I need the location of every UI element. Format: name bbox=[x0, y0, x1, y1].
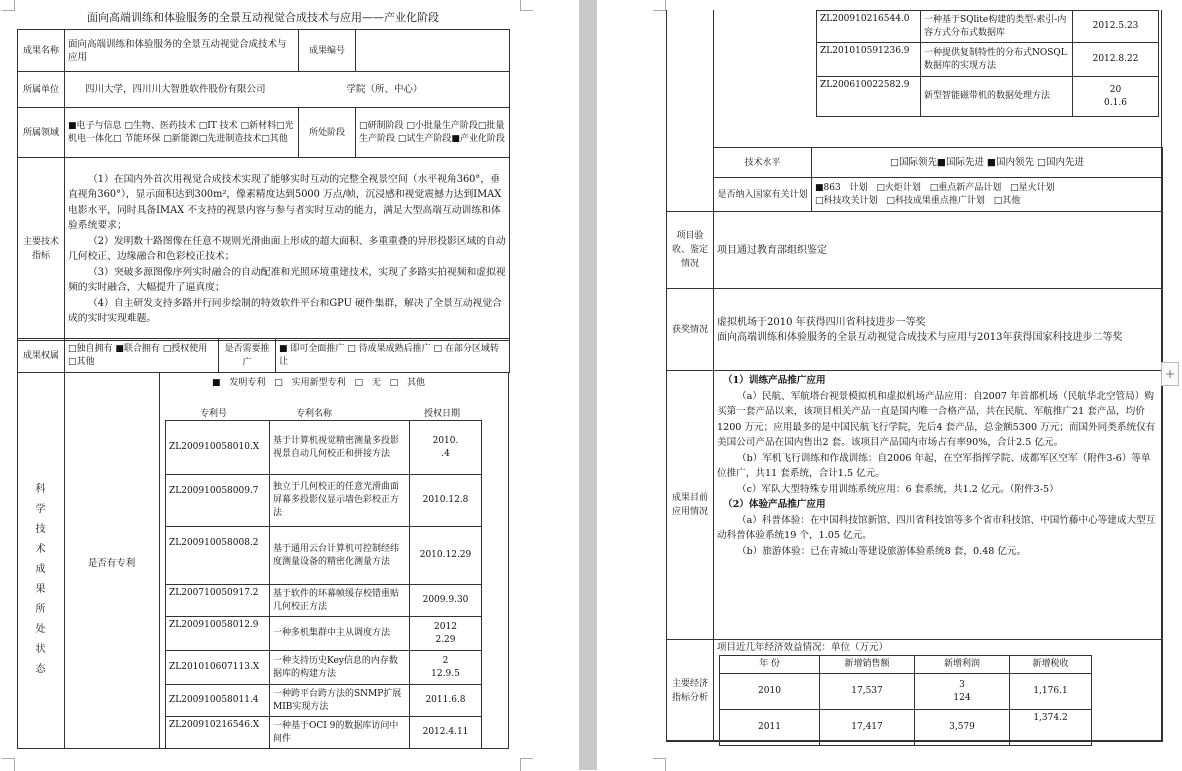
econ-header: 年 份 bbox=[720, 656, 820, 674]
patent-no: ZL200910058012.9 bbox=[166, 617, 270, 651]
patent-no: ZL200910058009.7 bbox=[166, 475, 270, 527]
patent-date: 2009.9.30 bbox=[410, 585, 482, 617]
app-paragraph: （c）军队大型特殊专用训练系统应用：6 套系统，共1.2 亿元。（附件3-5） bbox=[737, 483, 1059, 495]
app-heading: （2）体验产品推广应用 bbox=[723, 499, 826, 510]
crop-mark bbox=[520, 758, 533, 771]
name-label: 成果名称 bbox=[18, 30, 65, 72]
stage-label: 所处阶段 bbox=[299, 108, 356, 158]
patent-date: 2010. .4 bbox=[410, 421, 482, 475]
patent-name: 一种基于SQlite构建的类型-索引-内容方式分布式数据库 bbox=[921, 11, 1073, 43]
patent-header-date: 授权日期 bbox=[424, 409, 461, 419]
indicator-item: （4）自主研发支持多路并行同步绘制的特效软件平台和GPU 硬件集群，解决了全景互动视觉合成的实时实现难题。 bbox=[68, 297, 502, 324]
tech-level-value: □国际领先■国际先进 ■国内领先 □国内先进 bbox=[812, 148, 1163, 178]
patent-no: ZL200610022582.9 bbox=[817, 77, 921, 117]
id-label: 成果编号 bbox=[299, 30, 356, 72]
app-paragraph: （b）军机飞行训练和作战训练：自2006 年起，在空军指挥学院、成都军区空军（附件3-6）等单位推广，共11 套系统，合计1.5 亿元。 bbox=[717, 452, 1151, 479]
table-row bbox=[166, 651, 482, 685]
table-row bbox=[817, 11, 1159, 43]
patent-name: 基于软件的环幕帧缓存校错重贴几何校正方法 bbox=[270, 585, 410, 617]
econ-sales: 17,537 bbox=[820, 674, 915, 710]
indicator-item: （3）突破多源图像序列实时融合的自动配准和光照环境重建技术，实现了多路实拍视频和虚拟视频的实时融合，大幅提升了逼真度； bbox=[68, 266, 506, 293]
patent-name: 独立于几何校正的任意光滑曲面屏幕多投影仪显示墙色彩校正方法 bbox=[270, 475, 410, 527]
field-value: ■电子与信息 □生物、医药技术 □IT 技术 □新材料□光机电一体化□ 节能环保 □新能源□先进制造技术□其他 bbox=[65, 108, 299, 158]
award-value bbox=[714, 289, 1163, 371]
crop-mark bbox=[2, 0, 15, 11]
award-label: 获奖情况 bbox=[667, 289, 714, 371]
page-gap bbox=[579, 0, 597, 770]
econ-tax: 1,374.2 bbox=[1010, 710, 1092, 746]
patent-name: 基于通用云台计算机可控制经纬度测量设备的精密化测量方法 bbox=[270, 527, 410, 585]
patent-types: ■ 发明专利 □ 实用新型专利 □ 无 □ 其他 bbox=[212, 378, 426, 388]
econ-sales: 17,417 bbox=[820, 710, 915, 746]
econ-table bbox=[719, 655, 1092, 746]
econ-header: 新增利润 bbox=[915, 656, 1010, 674]
indicators-body bbox=[65, 158, 510, 341]
app-heading: （1）训练产品推广应用 bbox=[723, 375, 826, 386]
table-row bbox=[166, 717, 482, 749]
econ-header: 新增税收 bbox=[1010, 656, 1092, 674]
patent-date: 2012.5.23 bbox=[1073, 11, 1159, 43]
patent-date: 2011.6.8 bbox=[410, 685, 482, 717]
table-row bbox=[166, 617, 482, 651]
crop-mark bbox=[2, 758, 15, 771]
table-row bbox=[817, 77, 1159, 117]
table-row bbox=[166, 475, 482, 527]
table-row bbox=[166, 585, 482, 617]
left-rights-table bbox=[17, 338, 510, 373]
econ-header: 新增销售额 bbox=[820, 656, 915, 674]
id-value bbox=[356, 30, 510, 72]
status-label: 科 学 技 术 成 果 所 处 状 态 bbox=[35, 484, 46, 675]
patent-name: 一种支持历史Key信息的内存数据库的构建方法 bbox=[270, 651, 410, 685]
patent-date: 20 0.1.6 bbox=[1073, 77, 1159, 117]
unit-value: 四川大学，四川川大智胜软件股份有限公司 bbox=[85, 84, 266, 95]
patent-date: 2012 2.29 bbox=[410, 617, 482, 651]
patent-no: ZL200910058010.X bbox=[166, 421, 270, 475]
tech-level-label: 技术水平 bbox=[714, 148, 812, 178]
accept-label: 项目验收、鉴定情况 bbox=[667, 212, 714, 289]
accept-value: 项目通过教育部组织鉴定 bbox=[714, 212, 1163, 289]
patent-name: 一种基于OCI 9的数据库访问中间件 bbox=[270, 717, 410, 749]
indicator-item: （2）发明数十路图像在任意不规则光滑曲面上形成的超大面积、多重重叠的异形投影区域的自动几何校正、边缘融合和色彩校正技术； bbox=[68, 235, 506, 262]
patent-header-no: 专利号 bbox=[200, 409, 228, 419]
table-row bbox=[166, 421, 482, 475]
patent-date: 2012.4.11 bbox=[410, 717, 482, 749]
app-body bbox=[714, 371, 1163, 640]
plan-label: 是否纳入国家有关计划 bbox=[714, 178, 812, 212]
patent-no: ZL200910058008.2 bbox=[166, 527, 270, 585]
name-value: 面向高端训练和体验服务的全景互动视觉合成技术与应用 bbox=[65, 30, 299, 72]
econ-label: 主要经济指标分析 bbox=[667, 640, 714, 742]
crop-mark bbox=[653, 758, 666, 771]
unit-cell bbox=[65, 72, 510, 108]
stage-value: □研制阶段 □小批量生产阶段□批量生产阶段 □试生产阶段■产业化阶段 bbox=[356, 108, 510, 158]
patent-no: ZL201010591236.9 bbox=[817, 43, 921, 77]
award-line: 面向高端训练和体验服务的全景互动视觉合成技术与应用与2013年获得国家科技进步二等奖 bbox=[717, 331, 1123, 343]
patent-no: ZL200910216546.X bbox=[166, 717, 270, 749]
app-label: 成果目前应用情况 bbox=[667, 371, 714, 640]
app-paragraph: （b）旅游体验：已在青城山等建设旅游体验系统8 套，0.48 亿元。 bbox=[737, 545, 1027, 557]
award-line: 虚拟机场于2010 年获得四川省科技进步一等奖 bbox=[717, 316, 926, 328]
promo-value: ■ 即可全面推广 □ 待成果成熟后推广 □ 在部分区域转让 bbox=[276, 339, 510, 373]
patent-no: ZL200710050917.2 bbox=[166, 585, 270, 617]
patent-name: 基于计算机视觉精密测量多投影视景自动几何校正和拼接方法 bbox=[270, 421, 410, 475]
status-divider bbox=[159, 372, 160, 749]
unit-label: 所属单位 bbox=[18, 72, 65, 108]
patent-header-name: 专利名称 bbox=[296, 409, 333, 419]
indicators-label: 主要技术指标 bbox=[18, 158, 65, 341]
promo-label: 是否需要推广 bbox=[219, 339, 276, 373]
app-paragraph: （a）民航、军航塔台视景模拟机和虚拟机场产品应用：自2007 年首都机场（民航华北空管局）购买第一套产品以来，该项目相关产品一直是国内唯一合格产品，共在民航、军航推广21 套产品，均价1200 万元；应用最多的是中国民航飞行学院，先后4 套产品，总金额5300 万元；而国外同类系统仅有美国公司产品在国内售出2 套。该项目产品国内市场占有率90%，合计2.5 亿元。 bbox=[717, 390, 1156, 448]
econ-year: 2011 bbox=[720, 710, 820, 746]
econ-year: 2010 bbox=[720, 674, 820, 710]
econ-profit: 3,579 bbox=[915, 710, 1010, 746]
crop-mark bbox=[520, 0, 533, 11]
econ-tax: 1,176.1 bbox=[1010, 674, 1092, 710]
patent-date: 2 12.9.5 bbox=[410, 651, 482, 685]
patent-no: ZL201010607113.X bbox=[166, 651, 270, 685]
patent-no: ZL200910058011.4 bbox=[166, 685, 270, 717]
patent-question: 是否有专利 bbox=[87, 558, 136, 569]
crop-mark bbox=[653, 0, 666, 11]
patent-date: 2010.12.8 bbox=[410, 475, 482, 527]
patent-name: 新型智能磁带机的数据处理方法 bbox=[921, 77, 1073, 117]
patent-table bbox=[165, 420, 482, 749]
add-icon[interactable]: + bbox=[1161, 362, 1179, 386]
page-title: 面向高端训练和体验服务的全景互动视觉合成技术与应用——产业化阶段 bbox=[87, 11, 439, 24]
patent-table-cont bbox=[816, 10, 1159, 117]
econ-caption: 项目近几年经济效益情况：单位（万元） bbox=[717, 642, 889, 653]
econ-profit: 3 124 bbox=[915, 674, 1010, 710]
plan-value bbox=[812, 178, 1163, 212]
plan-line: □科技攻关计划 □科技成果重点推广计划 □其他 bbox=[815, 195, 1021, 206]
patent-no: ZL200910216544.0 bbox=[817, 11, 921, 43]
patent-date: 2012.8.22 bbox=[1073, 43, 1159, 77]
indicator-item: （1）在国内外首次用视觉合成技术实现了能够实时互动的完整全视景空间（水平视角360°，垂直视角360°），显示面积达到300m²，像素精度达到5000 万点/帧，沉浸感和视觉震撼力达到IMAX 电影水平，同时具备IMAX 不支持的视景内容与参与者实时互动的能力，满足大型高端互动训练和体验系统要求； bbox=[68, 173, 502, 231]
rights-value: □独自拥有 ■联合拥有 □授权使用 □其他 bbox=[65, 339, 219, 373]
rights-label: 成果权属 bbox=[18, 339, 65, 373]
patent-name: 一种提供复制特性的分布式NOSQL数据库的实现方法 bbox=[921, 43, 1073, 77]
patent-name: 一种多机集群中主从调度方法 bbox=[270, 617, 410, 651]
table-row bbox=[720, 674, 1092, 710]
institute-label: 学院（所、中心） bbox=[346, 84, 423, 95]
field-label: 所属领域 bbox=[18, 108, 65, 158]
table-row bbox=[817, 43, 1159, 77]
table-row bbox=[166, 685, 482, 717]
table-header-row bbox=[720, 656, 1092, 674]
app-paragraph: （a）科普体验：在中国科技馆新馆、四川省科技馆等多个省市科技馆、中国竹藤中心等建成大型互动科普体验系统19 个，1.05 亿元。 bbox=[717, 514, 1156, 541]
table-row bbox=[720, 710, 1092, 746]
left-main-table bbox=[17, 29, 510, 341]
right-main-table bbox=[713, 147, 1163, 212]
plan-line: ■863 计划 □火炬计划 □重点新产品计划 □星火计划 bbox=[815, 182, 1055, 193]
patent-date: 2010.12.29 bbox=[410, 527, 482, 585]
patent-name: 一种跨平台跨方法的SNMP扩展MIB实现方法 bbox=[270, 685, 410, 717]
table-row bbox=[166, 527, 482, 585]
